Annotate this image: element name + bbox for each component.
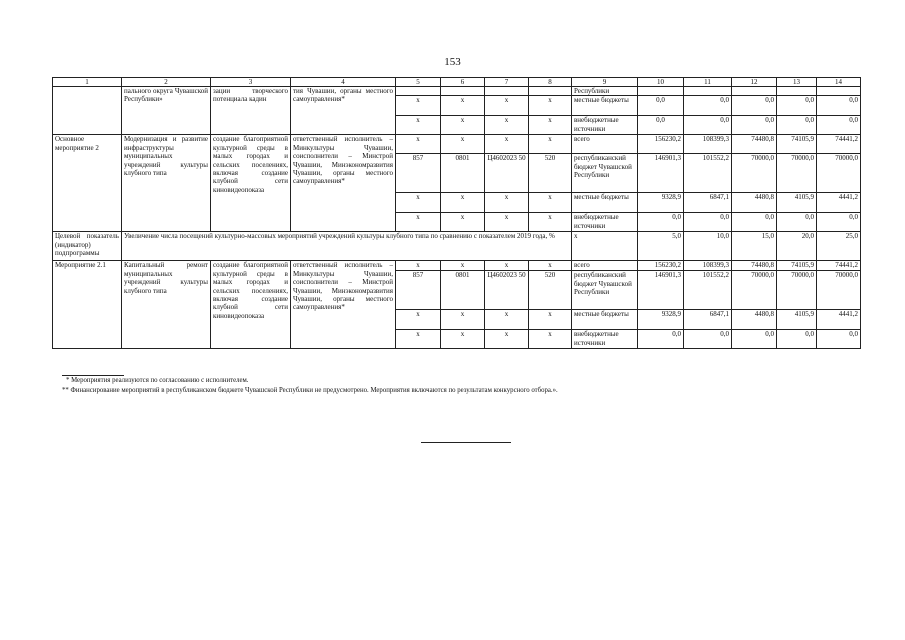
table-cell: 15,0 xyxy=(732,232,777,261)
table-cell: x xyxy=(485,116,529,135)
table-cell: x xyxy=(396,213,441,232)
table-cell: 156230,2 xyxy=(638,135,684,154)
table-cell: 0,0 xyxy=(638,96,684,116)
table-cell: 0801 xyxy=(441,154,485,193)
table-cell: 74441,2 xyxy=(817,261,861,271)
footnotes xyxy=(62,376,558,396)
table-cell: 0,0 xyxy=(638,213,684,232)
table-cell: 0,0 xyxy=(817,116,861,135)
table-cell: x xyxy=(441,310,485,330)
block1-executors: ответственный исполнитель – Минкультуры Чувашии, соисполнители – Минстрой Чувашии, Минэкономразвития Чувашии, органы местного самоуправления* xyxy=(291,135,396,232)
table-cell: 0,0 xyxy=(777,213,817,232)
table-cell: 146901,3 xyxy=(638,271,684,310)
column-number: 6 xyxy=(441,78,485,87)
table-cell: 70000,0 xyxy=(817,154,861,193)
table-cell: 70000,0 xyxy=(777,154,817,193)
table-cell: 0,0 xyxy=(732,330,777,349)
table-row xyxy=(53,135,861,154)
table-cell: 857 xyxy=(396,271,441,310)
cont-col3: зации творческого потенциала кадин xyxy=(211,87,291,135)
table-cell: внебюджетные источники xyxy=(572,213,638,232)
indicator-label: Целевой показатель (индикатор) подпрограммы xyxy=(53,232,122,261)
table-cell: x xyxy=(441,330,485,349)
table-cell: всего xyxy=(572,261,638,271)
table-cell: 0,0 xyxy=(684,330,732,349)
table-cell: местные бюджеты xyxy=(572,193,638,213)
table-cell: 0,0 xyxy=(777,96,817,116)
table-cell: Республики xyxy=(572,87,638,96)
table-cell: x xyxy=(529,193,572,213)
column-number: 10 xyxy=(638,78,684,87)
table-cell: 101552,2 xyxy=(684,154,732,193)
column-number: 13 xyxy=(777,78,817,87)
table-cell: 74480,8 xyxy=(732,261,777,271)
table-cell: 0,0 xyxy=(732,116,777,135)
table-cell: x xyxy=(529,135,572,154)
table-cell: 70000,0 xyxy=(777,271,817,310)
table-cell: x xyxy=(396,310,441,330)
indicator-text: Увеличение числа посещений культурно-массовых мероприятий учреждений культуры клубного типа по сравнению с показателем 2019 года, % xyxy=(122,232,572,261)
table-cell: x xyxy=(485,96,529,116)
table-cell: 6847,1 xyxy=(684,310,732,330)
table-cell: x xyxy=(485,261,529,271)
table-cell: 74105,9 xyxy=(777,135,817,154)
table-cell: x xyxy=(396,96,441,116)
table-cell: 520 xyxy=(529,271,572,310)
column-number-row xyxy=(53,78,861,87)
table-cell: 4105,9 xyxy=(777,193,817,213)
block2-goal: создание благоприятной культурной среды в малых городах и сельских поселениях, включая создание клубной сети киновидеопоказа xyxy=(211,261,291,349)
table-cell: x xyxy=(396,261,441,271)
table-cell: 0,0 xyxy=(684,116,732,135)
table-cell: 857 xyxy=(396,154,441,193)
cont-col1 xyxy=(53,87,122,135)
column-number: 4 xyxy=(291,78,396,87)
table-row xyxy=(53,87,861,96)
table-cell: 146901,3 xyxy=(638,154,684,193)
table-cell: 5,0 xyxy=(638,232,684,261)
table-cell: 74441,2 xyxy=(817,135,861,154)
column-number: 8 xyxy=(529,78,572,87)
table-cell: 0,0 xyxy=(684,96,732,116)
table-cell: x xyxy=(396,193,441,213)
table-cell: 101552,2 xyxy=(684,271,732,310)
table-cell: 0,0 xyxy=(817,96,861,116)
table-cell: внебюджетные источники xyxy=(572,330,638,349)
cont-col4: тия Чувашии, органы местного самоуправления* xyxy=(291,87,396,135)
table-cell: x xyxy=(485,213,529,232)
footnote-1: * Мероприятия реализуются по согласованию с исполнителем. xyxy=(66,377,249,384)
table-cell: 520 xyxy=(529,154,572,193)
column-number: 12 xyxy=(732,78,777,87)
table-row xyxy=(53,261,861,271)
table-cell: 70000,0 xyxy=(817,271,861,310)
block2-name: Капитальный ремонт муниципальных учреждений культуры клубного типа xyxy=(122,261,211,349)
table-cell: x xyxy=(485,310,529,330)
table-cell: 4480,8 xyxy=(732,193,777,213)
table-cell: x xyxy=(529,96,572,116)
table-cell: x xyxy=(396,116,441,135)
block1-goal: создание благоприятной культурной среды в малых городах и сельских поселениях, включая создание клубной сети киновидеопоказа xyxy=(211,135,291,232)
table-cell: x xyxy=(529,330,572,349)
column-number: 9 xyxy=(572,78,638,87)
indicator-row xyxy=(53,232,861,261)
table-cell: Ц4602023 50 xyxy=(485,154,529,193)
table-cell: республиканский бюджет Чувашской Республики xyxy=(572,154,638,193)
table-cell: x xyxy=(441,96,485,116)
table-cell: x xyxy=(441,116,485,135)
column-number: 1 xyxy=(53,78,122,87)
table-cell: 74105,9 xyxy=(777,261,817,271)
table-cell: 25,0 xyxy=(817,232,861,261)
table-cell: 156230,2 xyxy=(638,261,684,271)
table-cell: 70000,0 xyxy=(732,271,777,310)
block1-title: Основное мероприятие 2 xyxy=(53,135,122,232)
table-cell: x xyxy=(529,213,572,232)
table-cell: x xyxy=(441,193,485,213)
page-number: 153 xyxy=(444,56,461,68)
cont-col2: пального округа Чувашской Республики» xyxy=(122,87,211,135)
table-cell: 0,0 xyxy=(684,213,732,232)
table-cell: 4441,2 xyxy=(817,310,861,330)
table-cell: x xyxy=(485,330,529,349)
table-cell: 0,0 xyxy=(777,116,817,135)
table-cell: x xyxy=(396,330,441,349)
column-number: 7 xyxy=(485,78,529,87)
table-cell: местные бюджеты xyxy=(572,310,638,330)
table-cell: 0,0 xyxy=(732,96,777,116)
table-cell: 0,0 xyxy=(777,330,817,349)
table-cell: 70000,0 xyxy=(732,154,777,193)
table-cell: x xyxy=(529,310,572,330)
table-cell: республиканский бюджет Чувашской Республики xyxy=(572,271,638,310)
column-number: 2 xyxy=(122,78,211,87)
table-cell: x xyxy=(485,193,529,213)
table-cell: 9328,9 xyxy=(638,193,684,213)
table-cell: местные бюджеты xyxy=(572,96,638,116)
column-number: 3 xyxy=(211,78,291,87)
block2-executors: ответственный исполнитель – Минкультуры Чувашии, соисполнители – Минстрой Чувашии, Минэкономразвития Чувашии, органы местного самоуправления* xyxy=(291,261,396,349)
table-cell: x xyxy=(441,213,485,232)
table-cell: 0,0 xyxy=(638,330,684,349)
table-cell: внебюджетные источники xyxy=(572,116,638,135)
table-cell: 4441,2 xyxy=(817,193,861,213)
table-cell: 20,0 xyxy=(777,232,817,261)
table-cell: 0,0 xyxy=(817,330,861,349)
footnote-2: ** Финансирование мероприятий в республиканском бюджете Чувашской Республики не предусмотрено. Мероприятия включаются по результатам конкурсного отбора.». xyxy=(62,387,558,394)
table-cell: x xyxy=(485,135,529,154)
block1-name: Модернизация и развитие инфраструктуры муниципальных учреждений культуры клубного типа xyxy=(122,135,211,232)
table-cell: 0,0 xyxy=(638,116,684,135)
table-cell: 4105,9 xyxy=(777,310,817,330)
column-number: 11 xyxy=(684,78,732,87)
column-number: 5 xyxy=(396,78,441,87)
table-cell: 0,0 xyxy=(817,213,861,232)
table-cell: всего xyxy=(572,135,638,154)
table-cell: Ц4602023 50 xyxy=(485,271,529,310)
table-cell: x xyxy=(529,116,572,135)
table-cell: 10,0 xyxy=(684,232,732,261)
table-cell: 108399,3 xyxy=(684,135,732,154)
column-number: 14 xyxy=(817,78,861,87)
table-cell: 9328,9 xyxy=(638,310,684,330)
table-cell: x xyxy=(441,135,485,154)
table-cell: x xyxy=(441,261,485,271)
end-divider xyxy=(421,442,511,443)
table-cell: x xyxy=(572,232,638,261)
table-cell: 108399,3 xyxy=(684,261,732,271)
program-table xyxy=(52,77,861,349)
table-cell: 0801 xyxy=(441,271,485,310)
table-cell: 74480,8 xyxy=(732,135,777,154)
table-cell: x xyxy=(529,261,572,271)
table-cell: 0,0 xyxy=(732,213,777,232)
table-cell: 4480,8 xyxy=(732,310,777,330)
block2-title: Мероприятие 2.1 xyxy=(53,261,122,349)
table-cell: x xyxy=(396,135,441,154)
table-cell: 6847,1 xyxy=(684,193,732,213)
